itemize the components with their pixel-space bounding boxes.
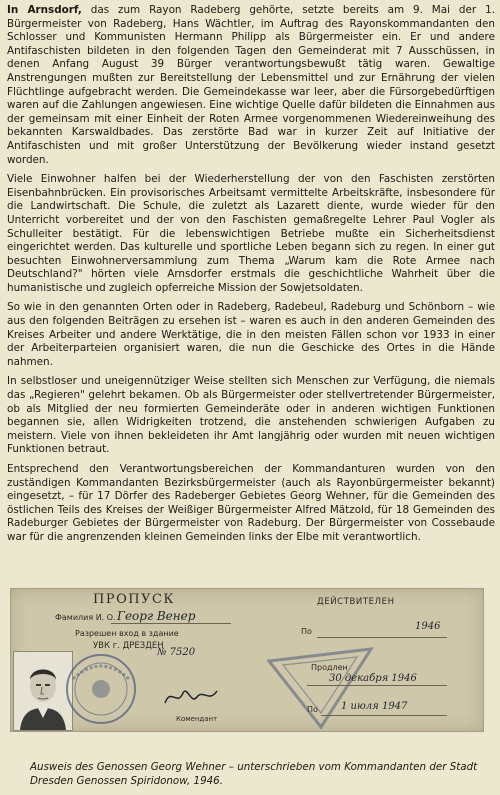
pass-name-line	[111, 623, 231, 624]
pass-document-photo	[10, 588, 484, 732]
validity-label-1: По	[301, 627, 312, 636]
validity-date-2: 30 декабря 1946	[329, 673, 417, 684]
validity-label-2: Продлен	[311, 663, 348, 672]
paragraph-text: das zum Rayon Radeberg gehörte, setzte bereits am 9. Mai der 1. Bürgermeister von Radeberg, Hans Wächtler, im Auftrag des Rayonskommandanten den Schlosser und Kommunisten Hermann Philipp als Bürgermeister ein. Er und andere Antifaschisten bildeten in den folgenden Tagen den Gemeinderat mit 7 Ausschüssen, in denen Anfang August 39 Bürger verantwortungsbewußt tätig waren. Gewaltige Anstrengungen mußten zur Bereitstellung der Lebensmittel und zur Ernährung der vielen Flüchtlinge aufgebracht werden. Die Gemeindekasse war leer, aber die Fürsorgebedürftigen waren auf die Zahlungen angewiesen. Eine wichtige Quelle dafür bildeten die Einnahmen aus der gemeinsam mit einer Einheit der Roten Armee vorgenommenen Wiedereinweihung des bekannten Karswaldbades. Das zerstörte Bad war in kurzer Zeit auf Initiative der Antifaschisten und mit großer Unterstützung der Bevölkerung wieder instand gesetzt worden.	[7, 4, 495, 166]
stamp-icon	[59, 649, 149, 729]
paragraph-kommandanturen: Entsprechend den Verantwortungsbereichen der Kommandanturen wurden von den zuständigen Kommandanten Bezirksbürgermeister (auch als Rayonbürgermeister bekannt) eingesetzt, – für 17 Dörfer des Radeberger Gebietes Georg Wehner, für die Gemeinden des östlichen Teils des Kreises der Weißiger Bürgermeister Alfred Mätzold, für 18 Gemeinden des Radeburger Gebietes der Bürgermeister von Radeburg. Der Bürgermeister von Cossebaude war für die angrenzenden kleinen Gemeinden links der Elbe mit verantwortlich.	[7, 463, 495, 543]
validity-date-3: 1 июля 1947	[341, 701, 408, 712]
paragraph-einwohner: Viele Einwohner halfen bei der Wiederherstellung der von den Faschisten zerstörten Eisenbahnbrücken. Ein provisorisches Arbeitsamt vermittelte Arbeitskräfte, insbesondere für die Landwirtschaft. Die Schule, die zuletzt als Lazarett diente, wurde wieder für den Unterricht vorbereitet und der von den Faschisten gemaßregelte Lehrer Paul Vogler als Schulleiter bestätigt. Für die lebenswichtigen Betriebe mußte ein Sicherheitsdienst eingerichtet werden. Das kulturelle und sportliche Leben begann sich zu regen. In einer gut besuchten Einwohnerversammlung zum Thema „Warum kam die Rote Armee nach Deutschland?" hörten viele Arnsdorfer erstmals die geschichtliche Wahrheit über die humanistische und zugleich opferreiche Mission der Sowjetsoldaten.	[7, 173, 495, 294]
pass-entry-label: Разрешен вход в здание	[75, 629, 179, 638]
pass-name-label: Фамилия И. О.	[55, 613, 116, 622]
validity-date-1: 1946	[415, 621, 441, 632]
signature	[161, 681, 221, 711]
article-body	[7, 4, 495, 551]
pass-valid-heading: ДЕЙСТВИТЕЛЕН	[317, 597, 395, 607]
pass-title: ПРОПУСК	[93, 592, 175, 607]
triangle-stamp-icon	[261, 641, 381, 731]
pass-office: УВК г. ДРЕЗДЕН	[93, 641, 164, 651]
triangle-stamp	[261, 641, 381, 731]
place-name: In Arnsdorf,	[7, 4, 82, 16]
commandant-label: Комендант	[176, 715, 218, 723]
pass-name-value: Георг Венер	[117, 609, 196, 623]
validity-line-2	[307, 685, 447, 686]
round-stamp	[59, 649, 149, 729]
validity-line-3	[321, 715, 447, 716]
paragraph-arnsdorf	[7, 4, 495, 167]
paragraph-orte: So wie in den genannten Orten oder in Radeberg, Radebeul, Radeburg und Schönborn – wie aus den folgenden Beiträgen zu ersehen ist – waren es auch in den anderen Gemeinden des Kreises Arbeiter und andere Werktätige, die in den meisten Fällen schon vor 1933 in einer der Arbeiterparteien organisiert waren, die nun die Geschicke des Ortes in die Hände nahmen.	[7, 301, 495, 368]
validity-label-3: По	[307, 705, 318, 714]
paragraph-selbstlos: In selbstloser und uneigennütziger Weise stellten sich Menschen zur Verfügung, die niemals das „Regieren" gelehrt bekamen. Ob als Bürgermeister oder stellvertretender Bürgermeister, ob als Mitglied der neu formierten Gemeinderäte oder in anderen wichtigen Funktionen begannen sie, allen Widrigkeiten trotzend, die anstehenden schwierigen Aufgaben zu meistern. Viele von ihnen bekleideten ihr Amt langjährig oder wurden mit neuen wichtigen Funktionen betraut.	[7, 375, 495, 456]
signature-icon	[161, 681, 221, 711]
pass-number: № 7520	[157, 647, 196, 658]
photo-caption: Ausweis des Genossen Georg Wehner – unterschrieben vom Kommandanten der Stadt Dresden Genossen Spiridonow, 1946.	[30, 761, 478, 787]
validity-line-1	[317, 637, 447, 638]
